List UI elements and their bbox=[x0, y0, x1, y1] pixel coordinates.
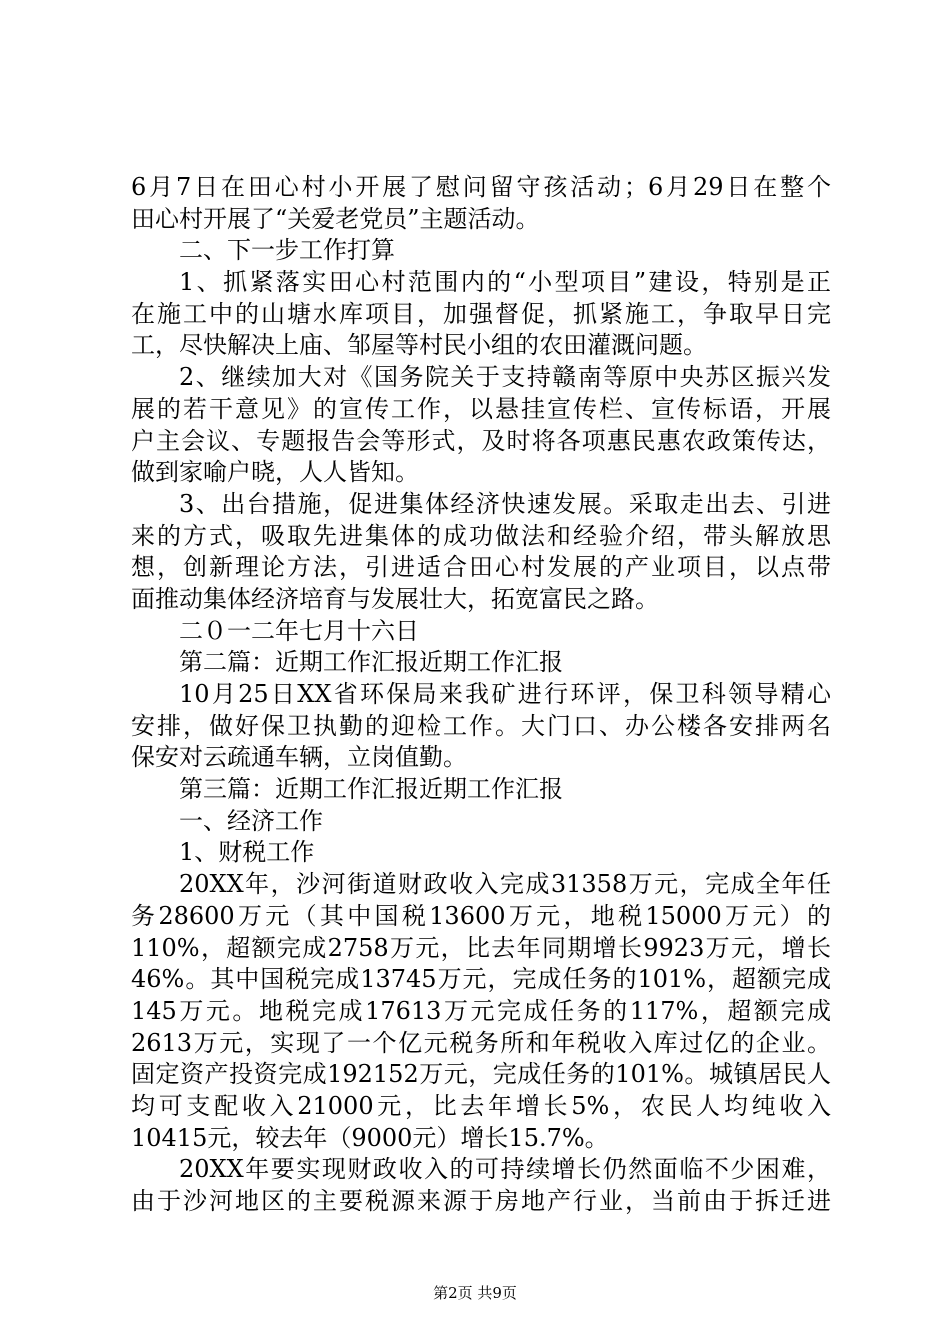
text-line: 由于沙河地区的主要税源来源于房地产行业，当前由于拆迁进 bbox=[131, 1187, 831, 1215]
text-line: 6月7日在田心村小开展了慰问留守孩活动；6月29日在整个 bbox=[131, 173, 831, 201]
text-line: 46%。其中国税完成13745万元，完成任务的101%，超额完成 bbox=[131, 965, 831, 994]
text-line: 保安对云疏通车辆，立岗值勤。 bbox=[131, 743, 467, 772]
text-line: 第三篇：近期工作汇报近期工作汇报 bbox=[179, 775, 563, 804]
page-footer bbox=[0, 1283, 950, 1303]
text-line: 做到家喻户晓，人人皆知。 bbox=[131, 458, 419, 487]
text-line: 2、继续加大对《国务院关于支持赣南等原中央苏区振兴发 bbox=[179, 363, 831, 392]
page-number: 第2页 共9页 bbox=[433, 1284, 517, 1302]
text-line: 20XX年要实现财政收入的可持续增长仍然面临不少困难， bbox=[179, 1155, 831, 1184]
text-line: 安排，做好保卫执勤的迎检工作。大门口、办公楼各安排两名 bbox=[131, 711, 831, 740]
text-line: 1、抓紧落实田心村范围内的“小型项目”建设，特别是正 bbox=[179, 268, 831, 297]
text-line: 一、经济工作 bbox=[179, 806, 323, 835]
document-body bbox=[131, 172, 831, 1218]
text-line: 第二篇：近期工作汇报近期工作汇报 bbox=[179, 648, 563, 677]
text-line: 10月25日XX省环保局来我矿进行环评，保卫科领导精心 bbox=[179, 680, 831, 708]
text-line: 展的若干意见》的宣传工作，以悬挂宣传栏、宣传标语，开展 bbox=[131, 394, 831, 423]
text-line: 在施工中的山塘水库项目，加强督促，抓紧施工，争取早日完 bbox=[131, 299, 831, 328]
text-line: 110%，超额完成2758万元，比去年同期增长9923万元，增长 bbox=[131, 933, 831, 962]
text-line: 工，尽快解决上庙、邹屋等村民小组的农田灌溉问题。 bbox=[131, 331, 707, 360]
text-line: 2613万元，实现了一个亿元税务所和年税收入库过亿的企业。 bbox=[131, 1028, 831, 1057]
text-line: 想，创新理论方法，引进适合田心村发展的产业项目，以点带 bbox=[131, 553, 831, 582]
text-line: 1、财税工作 bbox=[179, 838, 315, 867]
text-line: 二、下一步工作打算 bbox=[179, 236, 395, 265]
text-line: 务28600万元（其中国税13600万元，地税15000万元）的 bbox=[131, 901, 831, 930]
text-line: 固定资产投资完成192152万元，完成任务的101%。城镇居民人 bbox=[131, 1060, 831, 1089]
text-line: 20XX年，沙河街道财政收入完成31358万元，完成全年任 bbox=[179, 870, 831, 899]
text-line: 户主会议、专题报告会等形式，及时将各项惠民惠农政策传达， bbox=[131, 426, 831, 455]
text-line: 二０一二年七月十六日 bbox=[179, 616, 419, 645]
text-line: 3、出台措施，促进集体经济快速发展。采取走出去、引进 bbox=[179, 489, 831, 518]
text-line: 均可支配收入21000元，比去年增长5%，农民人均纯收入 bbox=[131, 1091, 831, 1120]
text-line: 145万元。地税完成17613万元完成任务的117%，超额完成 bbox=[131, 996, 831, 1025]
text-line: 10415元，较去年（9000元）增长15.7%。 bbox=[131, 1123, 609, 1152]
text-line: 田心村开展了“关爱老党员”主题活动。 bbox=[131, 204, 540, 233]
text-line: 面推动集体经济培育与发展壮大，拓宽富民之路。 bbox=[131, 584, 659, 613]
text-line: 来的方式，吸取先进集体的成功做法和经验介绍，带头解放思 bbox=[131, 521, 831, 550]
